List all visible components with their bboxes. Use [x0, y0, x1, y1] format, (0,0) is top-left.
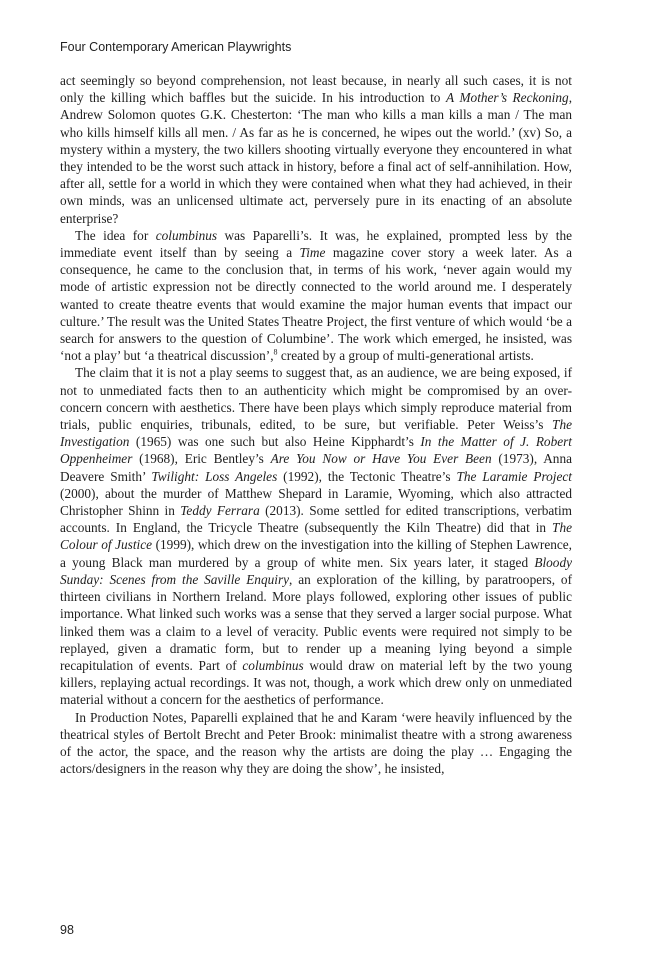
italic-title: The Investigation [60, 417, 572, 450]
text-run: , an exploration of the killing, by paratroopers, of thirteen civilians in Northern Ireland. More plays followed, exploring other issues of public importance. What linked such works was a sense that they served a larger social purpose. What linked them was a claim to a level of veracity. Public events were required not simply to be replayed, given a dramatic form, but to render up a meaning lying beyond a simple recapitulation of events. Part of [60, 571, 572, 673]
italic-title: Twilight: Loss Angeles [151, 468, 278, 484]
italic-title: In the Matter of J. Robert Oppenheimer [60, 434, 573, 467]
text-run: was Paparelli’s. It was, he explained, prompted less by the immediate event itself than by seeing a [60, 227, 572, 261]
italic-title: columbinus [242, 657, 304, 673]
paragraph-2 [60, 227, 572, 365]
italic-title: Time [299, 245, 326, 261]
italic-title: The Colour of Justice [60, 520, 572, 553]
page-number: 98 [60, 923, 74, 937]
text-run: (1992), the Tectonic Theatre’s [277, 468, 457, 484]
text-run: The idea for [75, 227, 156, 243]
text-run: (2013). Some settled for edited transcriptions, verbatim accounts. In England, the Tricycle Theatre (subsequently the Kiln Theatre) did that in [60, 503, 572, 536]
italic-title: Bloody Sunday: Scenes from the Saville Enquiry [60, 554, 572, 587]
running-head: Four Contemporary American Playwrights [60, 40, 292, 54]
text-run: 2000), about the murder of Matthew Shepard in Laramie, Wyoming, which also attracted Christopher Shinn in [60, 485, 572, 519]
italic-title: A Mother’s Reckoning [446, 90, 569, 106]
text-run: In Production Notes, Paparelli explained that he and Karam ‘were heavily influenced by the theatrical styles of Bertolt Brecht and Peter Brook: minimalist theatre with a strong awareness of the actor, the space, and the reason why the artists are doing the play … Engaging the actors/designers in the reason why they are doing the show’, he insisted, [60, 709, 572, 777]
text-run: magazine cover story a week later. As a consequence, he came to the conclusion that, in terms of his work, ‘never again would my mode of artistic expression not be directly connected to the world around me. I desperately wanted to create theatre events that would examine the major human events that impact our culture.’ The result was the United States Theatre Project, the first venture of which would ‘be a search for answers to the question of Columbine’. The work which emerged, he insisted, was ‘not a play’ but ‘a theatrical discussion’, [60, 245, 572, 364]
text-run: would draw on material left by the two young killers, replaying actual recordings. It was not, though, a work which drew only on unmediated material without a concern for the aesthetics of performance. [60, 657, 572, 708]
text-run: (1973), Anna Deavere Smith’ [60, 451, 572, 484]
paragraph-1 [60, 72, 572, 227]
italic-title: Are You Now or Have You Ever Been [270, 451, 492, 467]
text-run: (1999), which drew on the investigation into the killing of Stephen Lawrence, a young Black man murdered by a group of white men. Six years later, it staged [60, 537, 572, 570]
paragraph-4 [60, 709, 572, 778]
paragraph-3 [60, 364, 572, 708]
text-run: created by a group of multi-generational artists. [277, 348, 534, 364]
italic-title: columbinus [155, 227, 218, 243]
italic-title: Teddy Ferrara [180, 503, 260, 519]
footnote-ref: 8 [273, 347, 278, 357]
text-run: , Andrew Solomon quotes G.K. Chesterton: ‘The man who kills a man kills a man / The man who kills himself kills all men. / As far as he is concerned, he wipes out the world.’ (xv) So, a mystery within a mystery, the two killers shooting virtually everyone they encountered in what they intended to be the worst such attack in history, before a final act of self-annihilation. How, after all, settle for a world in which they were contained when what they had achieved, in their own minds, was an unlicensed ultimate act, perversely pure in its enacting of an absolute enterprise? [60, 90, 573, 226]
italic-title: The Laramie Project [456, 468, 572, 484]
text-run: (1965) was one such but also Heine Kipphardt’s [129, 434, 421, 450]
text-run: act seemingly so beyond comprehension, not least because, in nearly all such cases, it is not only the killing which baffles but the suicide. In his introduction to [60, 73, 572, 106]
text-run: The claim that it is not a play seems to suggest that, as an audience, we are being exposed, if not to unmediated facts then to an authenticity which might be compromised by an over-concern concern with aesthetics. There have been plays which simply reproduce material from trials, public enquiries, tribunals, edited, to be sure, but verifiable. Peter Weiss’s [60, 365, 572, 433]
text-run: ( [60, 485, 65, 501]
body-text [60, 72, 572, 777]
text-run: (1968), Eric Bentley’s [132, 451, 271, 467]
